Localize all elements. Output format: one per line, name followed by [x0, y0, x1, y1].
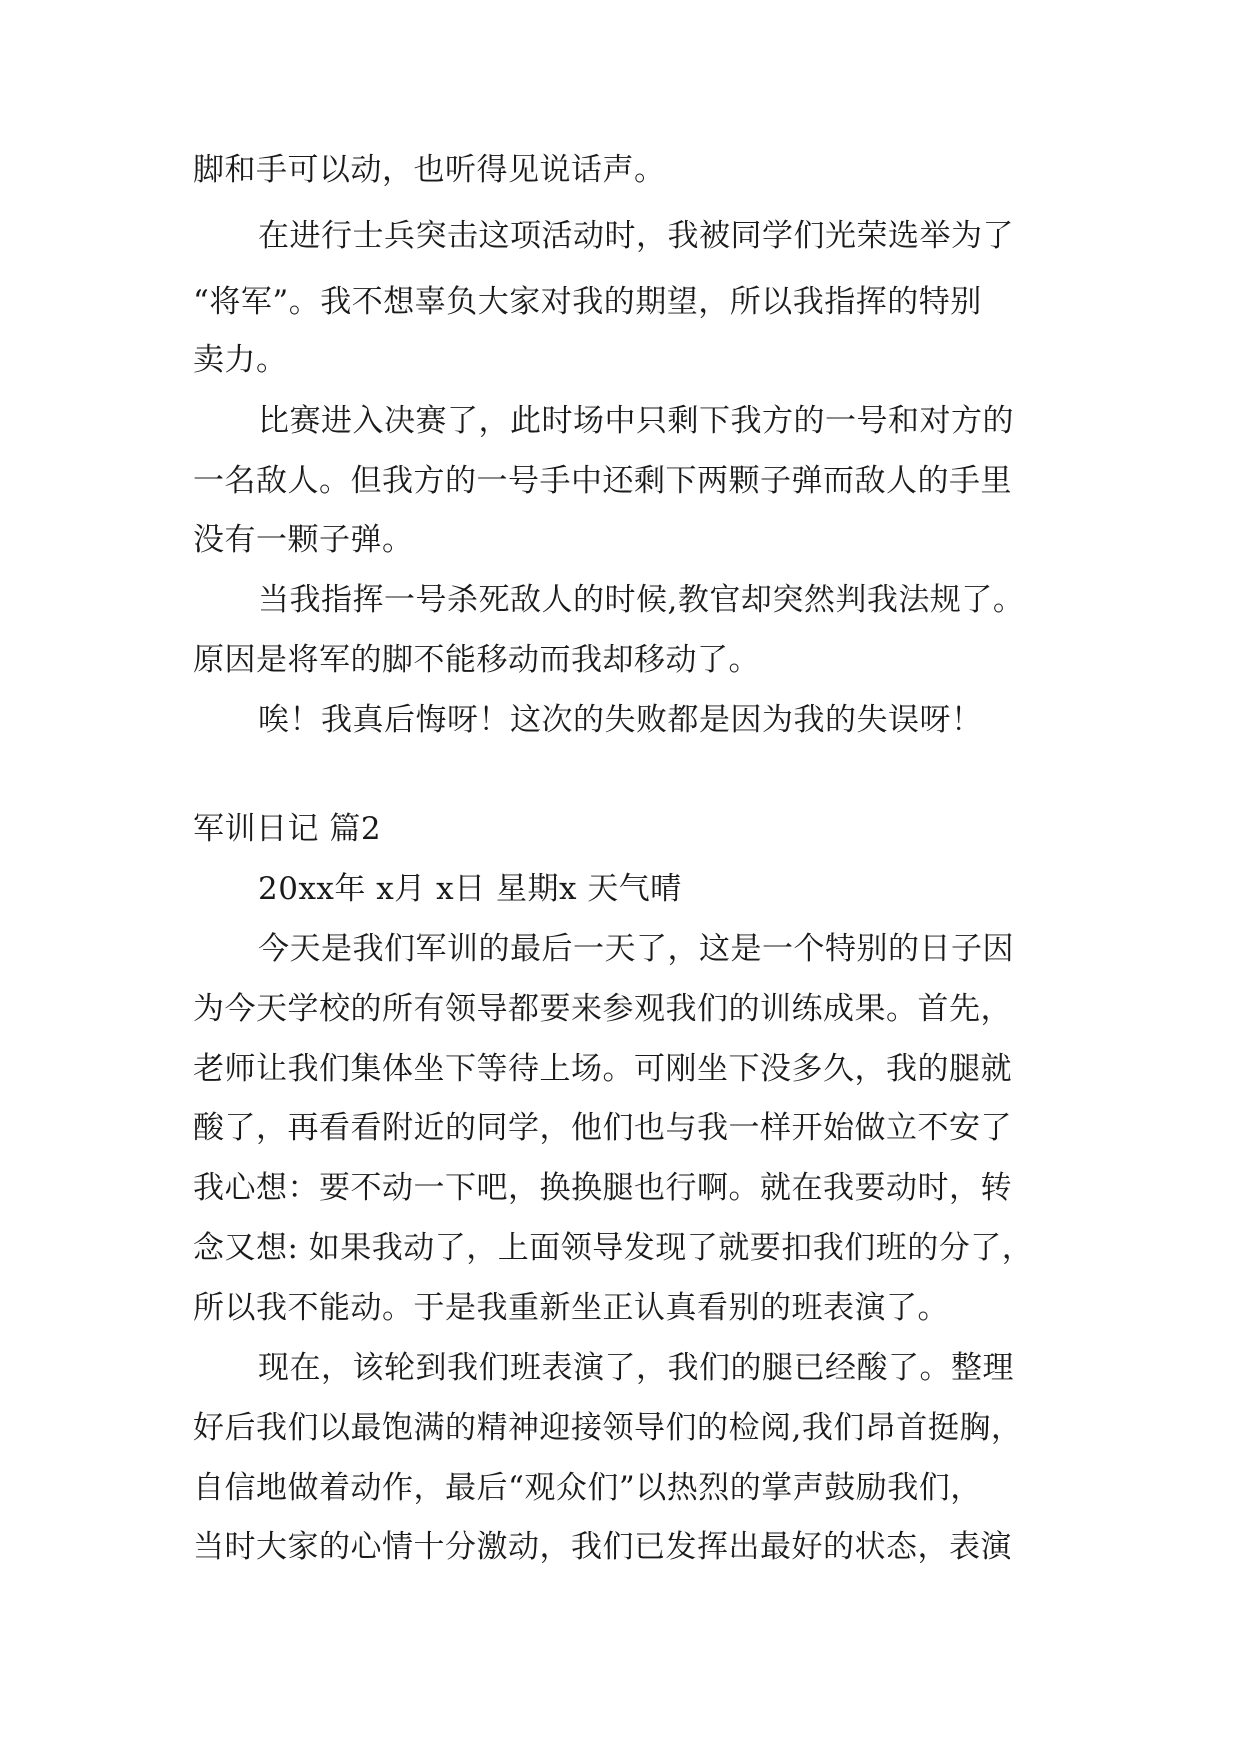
text-line: 当时大家的心情十分激动，我们已发挥出最好的状态，表演	[193, 1529, 1012, 1565]
text-line: 唉！我真后悔呀！这次的失败都是因为我的失误呀！	[258, 702, 983, 738]
text-line: 酸了，再看看附近的同学，他们也与我一样开始做立不安了	[193, 1110, 1012, 1146]
text-line: 我心想：要不动一下吧，换换腿也行啊。就在我要动时，转	[193, 1170, 1012, 1206]
text-line: 现在，该轮到我们班表演了，我们的腿已经酸了。整理	[258, 1350, 1014, 1386]
text-line: 在进行士兵突击这项活动时，我被同学们光荣选举为了	[258, 218, 1014, 254]
text-line: 没有一颗子弹。	[193, 522, 414, 558]
text-line: 念又想: 如果我动了，上面领导发现了就要扣我们班的分了，	[193, 1230, 1034, 1266]
section-heading: 军训日记 篇2	[193, 811, 382, 847]
text-line: 所以我不能动。于是我重新坐正认真看别的班表演了。	[193, 1290, 949, 1326]
text-line: 老师让我们集体坐下等待上场。可刚坐下没多久，我的腿就	[193, 1051, 1012, 1087]
text-line: 自信地做着动作，最后“观众们”以热烈的掌声鼓励我们，	[193, 1470, 982, 1506]
text-line: 比赛进入决赛了，此时场中只剩下我方的一号和对方的	[258, 403, 1014, 439]
text-line: 一名敌人。但我方的一号手中还剩下两颗子弹而敌人的手里	[193, 463, 1012, 499]
text-line: 脚和手可以动，也听得见说话声。	[193, 152, 666, 188]
text-line: 好后我们以最饱满的精神迎接领导们的检阅,我们昂首挺胸，	[193, 1410, 1023, 1446]
text-line: 原因是将军的脚不能移动而我却移动了。	[193, 642, 760, 678]
text-line: 为今天学校的所有领导都要来参观我们的训练成果。首先，	[193, 991, 1012, 1027]
text-line: 卖力。	[193, 342, 288, 378]
text-line: “将军”。我不想辜负大家对我的期望，所以我指挥的特别	[193, 284, 982, 320]
text-line: 今天是我们军训的最后一天了，这是一个特别的日子因	[258, 931, 1014, 967]
text-line: 当我指挥一号杀死敌人的时候,教官却突然判我法规了。	[258, 582, 1025, 618]
date-line: 20xx年 x月 x日 星期x 天气晴	[258, 871, 682, 907]
